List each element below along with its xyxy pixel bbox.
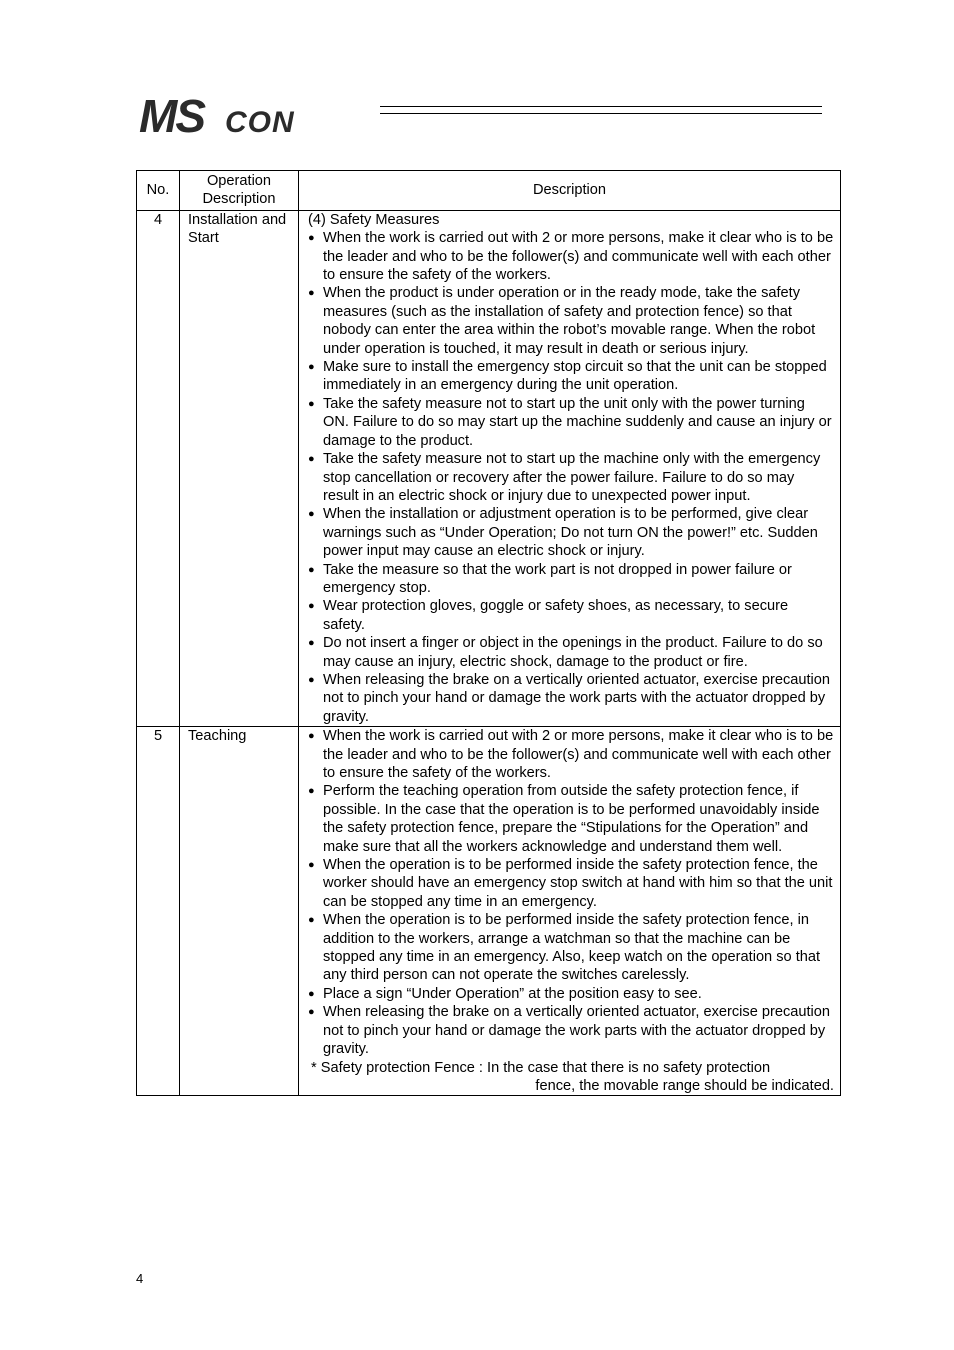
list-item: ● When the operation is to be performed inside the safety protection fence, the worker should have an emergency stop switch at hand with him so that the unit can be stopped any time in an emergency. xyxy=(308,856,834,911)
table-row xyxy=(137,210,841,726)
list-item: ● Place a sign “Under Operation” at the position easy to see. xyxy=(308,985,834,1003)
list-item: ● When the operation is to be performed inside the safety protection fence, in addition to the workers, arrange a watchman so that the machine can be stopped any time in an emergency. Also, keep watch on the operation so that any third person can not operate the switches carelessly. xyxy=(308,911,834,985)
row-number: 4 xyxy=(137,210,180,726)
footnote-line-2: fence, the movable range should be indicated. xyxy=(535,1077,834,1094)
operation-label: Teaching xyxy=(180,727,299,1096)
header-description: Description xyxy=(299,171,841,211)
header-rule-top xyxy=(380,106,822,107)
svg-text:CON: CON xyxy=(225,106,295,136)
list-item: ● Take the safety measure not to start up the unit only with the power turning ON. Failure to do so may start up the machine suddenly and cause an injury or damage to the product. xyxy=(308,395,834,450)
operation-label: Installation and Start xyxy=(180,210,299,726)
svg-text:MS: MS xyxy=(139,92,204,136)
header-rule-bottom xyxy=(380,113,822,114)
description-cell xyxy=(299,210,841,726)
description-cell xyxy=(299,727,841,1096)
table-header-row xyxy=(137,171,841,211)
header-no: No. xyxy=(137,171,180,211)
list-item: ● Take the safety measure not to start up the machine only with the emergency stop cancellation or recovery after the power failure. Failure to do so may result in an electric shock or injury due to unexpected power input. xyxy=(308,450,834,505)
list-item: ● Take the measure so that the work part is not dropped in power failure or emergency stop. xyxy=(308,561,834,598)
list-item: ● Make sure to install the emergency stop circuit so that the unit can be stopped immediately in an emergency during the unit operation. xyxy=(308,358,834,395)
list-item: ● When the product is under operation or in the ready mode, take the safety measures (such as the installation of safety and protection fence) so that nobody can enter the area within the robot’s movable range. When the robot under operation is touched, it may result in death or serious injury. xyxy=(308,284,834,358)
list-item: ● When the work is carried out with 2 or more persons, make it clear who is to be the leader and who to be the follower(s) and communicate well with each other to ensure the safety of the workers. xyxy=(308,727,834,782)
list-item: ● When the installation or adjustment operation is to be performed, give clear warnings such as “Under Operation; Do not turn ON the power!” etc. Sudden power input may cause an electric shock or injury. xyxy=(308,505,834,560)
section-heading: (4) Safety Measures xyxy=(308,211,440,228)
header-operation: Operation Description xyxy=(180,171,299,211)
table-row xyxy=(137,727,841,1096)
list-item: ● Wear protection gloves, goggle or safety shoes, as necessary, to secure safety. xyxy=(308,597,834,634)
page-number: 4 xyxy=(136,1271,144,1286)
mscon-logo xyxy=(137,92,369,136)
list-item: ● When the work is carried out with 2 or more persons, make it clear who is to be the leader and who to be the follower(s) and communicate well with each other to ensure the safety of the workers. xyxy=(308,229,834,284)
bullet-list xyxy=(308,229,834,726)
list-item: ● When releasing the brake on a vertically oriented actuator, exercise precaution not to pinch your hand or damage the work parts with the actuator dropped by gravity. xyxy=(308,1003,834,1058)
footnote-line-1: * Safety protection Fence : In the case that there is no safety protection xyxy=(311,1059,771,1076)
list-item: ● Do not insert a finger or object in the openings in the product. Failure to do so may cause an injury, electric shock, damage to the product or fire. xyxy=(308,634,834,671)
list-item: ● When releasing the brake on a vertically oriented actuator, exercise precaution not to pinch your hand or damage the work parts with the actuator dropped by gravity. xyxy=(308,671,834,726)
bullet-list xyxy=(308,727,834,1058)
list-item: ● Perform the teaching operation from outside the safety protection fence, if possible. In the case that the operation is to be performed unavoidably inside the safety protection fence, prepare the “Stipulations for the Operation” and make sure that all the workers acknowledge and understand them well. xyxy=(308,782,834,856)
row-number: 5 xyxy=(137,727,180,1096)
safety-table xyxy=(136,170,841,1096)
